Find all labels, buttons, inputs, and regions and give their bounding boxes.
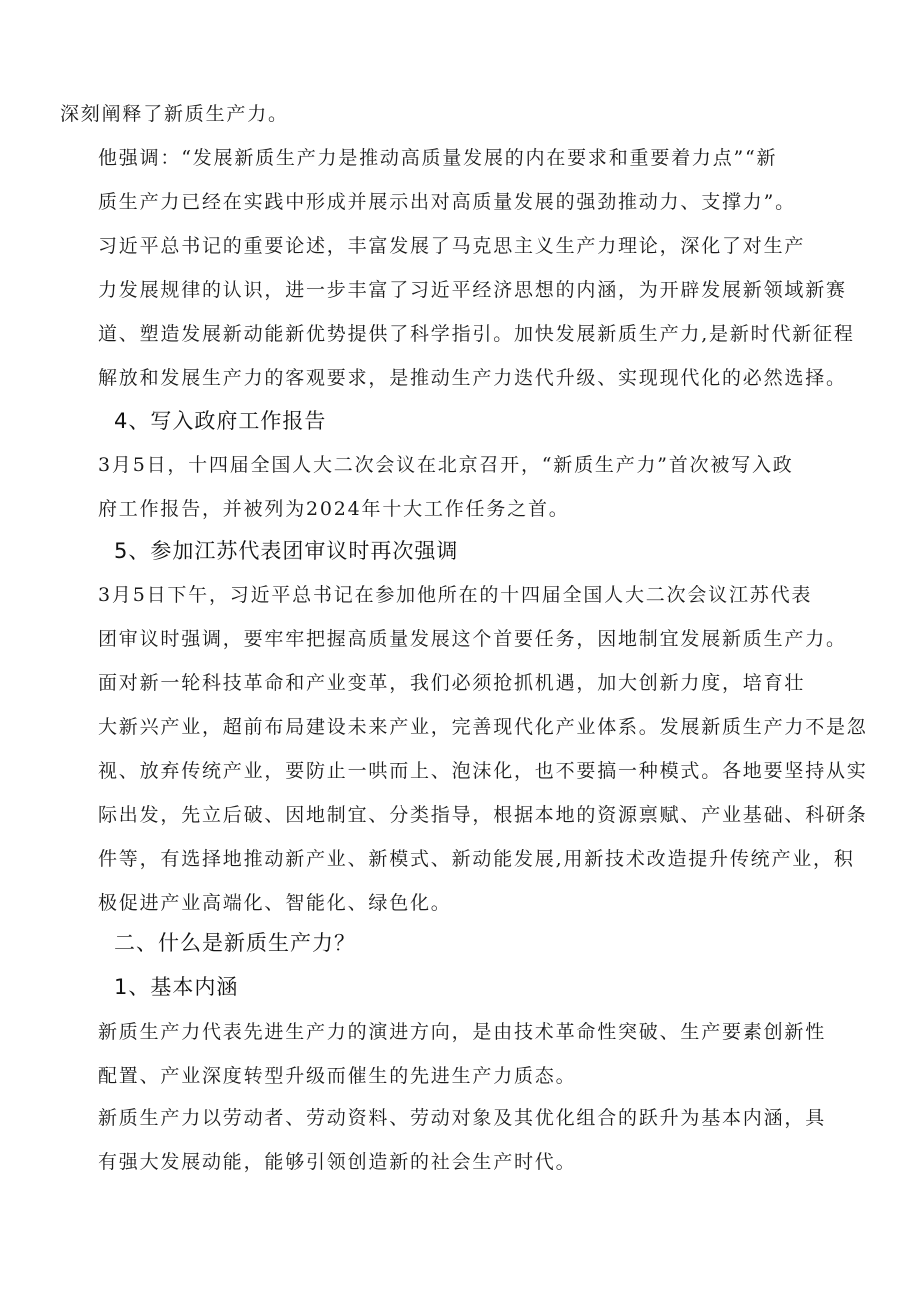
paragraph-line: 力发展规律的认识，进一步丰富了习近平经济思想的内涵，为开辟发展新领域新赛 xyxy=(98,279,847,301)
paragraph-line: 极促进产业高端化、智能化、绿色化。 xyxy=(98,892,452,914)
paragraph-significance xyxy=(60,224,860,400)
paragraph-line: 3月5日，十四届全国人大二次会议在北京召开，“新质生产力”首次被写入政 xyxy=(98,454,794,476)
paragraph-line: 3月5日下午，习近平总书记在参加他所在的十四届全国人大二次会议江苏代表 xyxy=(98,584,813,606)
paragraph-line: 件等，有选择地推动新产业、新模式、新动能发展,用新技术改造提升传统产业，积 xyxy=(98,848,855,870)
paragraph-line: 习近平总书记的重要论述，丰富发展了马克思主义生产力理论，深化了对生产 xyxy=(98,235,806,257)
paragraph-jiangsu xyxy=(60,573,860,661)
section-heading-report: 4、写入政府工作报告 xyxy=(114,409,327,433)
paragraph-line: 解放和发展生产力的客观要求，是推动生产力迭代升级、实现现代化的必然选择。 xyxy=(98,367,847,389)
paragraph-line: 道、塑造发展新动能新优势提供了科学指引。加快发展新质生产力,是新时代新征程 xyxy=(98,323,855,345)
paragraph-line: 新质生产力以劳动者、劳动资料、劳动对象及其优化组合的跃升为基本内涵，具 xyxy=(98,1107,827,1129)
section-heading-jiangsu: 5、参加江苏代表团审议时再次强调 xyxy=(114,539,459,563)
paragraph-line: 府工作报告，并被列为2024年十大工作任务之首。 xyxy=(98,498,570,520)
paragraph-line: 大新兴产业，超前布局建设未来产业，完善现代化产业体系。发展新质生产力不是忽 xyxy=(98,716,868,738)
paragraph-industry xyxy=(60,661,868,925)
paragraph-definition xyxy=(60,1010,860,1098)
paragraph-line: 有强大发展动能，能够引领创造新的社会生产时代。 xyxy=(98,1151,577,1173)
paragraph-report xyxy=(60,443,860,531)
paragraph-intro xyxy=(60,92,860,136)
subsection-heading-connotation: 1、基本内涵 xyxy=(114,975,239,999)
paragraph-line: 视、放弃传统产业，要防止一哄而上、泡沫化，也不要搞一种模式。各地要坚持从实 xyxy=(98,760,868,782)
paragraph-line: 面对新一轮科技革命和产业变革，我们必须抢抓机遇，加大创新力度，培育壮 xyxy=(98,672,806,694)
section-heading-what-is: 二、什么是新质生产力？ xyxy=(114,931,356,955)
paragraph-line: 际出发，先立后破、因地制宜、分类指导，根据本地的资源禀赋、产业基础、科研条 xyxy=(98,804,868,826)
paragraph-line: 团审议时强调，要牢牢把握高质量发展这个首要任务，因地制宜发展新质生产力。 xyxy=(98,628,847,650)
paragraph-quote xyxy=(60,136,860,224)
paragraph-line: 他强调：“发展新质生产力是推动高质量发展的内在要求和重要着力点”“新 xyxy=(98,147,778,169)
paragraph-line: 质生产力已经在实践中形成并展示出对高质量发展的强劲推动力、支撑力”。 xyxy=(98,191,796,213)
paragraph-line: 配置、产业深度转型升级而催生的先进生产力质态。 xyxy=(98,1065,577,1087)
paragraph-line: 新质生产力代表先进生产力的演进方向，是由技术革命性突破、生产要素创新性 xyxy=(98,1021,827,1043)
paragraph-connotation xyxy=(60,1096,860,1184)
paragraph-line: 深刻阐释了新质生产力。 xyxy=(60,103,289,125)
